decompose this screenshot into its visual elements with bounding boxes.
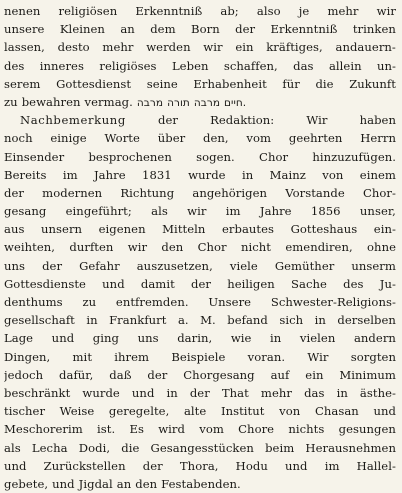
word: eigenen bbox=[98, 222, 146, 237]
word: und bbox=[52, 476, 75, 491]
word: beschränkt bbox=[4, 385, 71, 400]
word: a. bbox=[177, 313, 189, 328]
text-line bbox=[4, 420, 396, 438]
word: für bbox=[282, 76, 300, 91]
word: damit bbox=[140, 276, 175, 291]
word: und bbox=[373, 404, 396, 419]
word: zu bbox=[82, 295, 97, 309]
word: hinzuzufügen. bbox=[312, 149, 396, 164]
word: trinken bbox=[352, 22, 396, 37]
word: unsere bbox=[4, 22, 45, 37]
text-line bbox=[4, 75, 396, 93]
word: M. bbox=[200, 313, 216, 328]
word: Weise bbox=[59, 404, 95, 419]
word: dem bbox=[150, 22, 176, 37]
word: Dodi, bbox=[78, 440, 111, 455]
word: ohne bbox=[367, 240, 396, 255]
word: der bbox=[191, 276, 212, 291]
word: der bbox=[189, 385, 210, 400]
word: wir bbox=[187, 204, 207, 219]
word: im bbox=[324, 458, 340, 473]
word: noch bbox=[4, 131, 33, 146]
word: 1856 bbox=[310, 204, 341, 219]
word: an bbox=[120, 22, 135, 37]
word: unserm bbox=[351, 258, 396, 273]
text-line bbox=[4, 20, 396, 38]
word: eingeführt; bbox=[65, 204, 132, 219]
word: als bbox=[4, 440, 21, 455]
word: mit bbox=[72, 349, 93, 364]
word: ein bbox=[305, 367, 324, 382]
word: מרבה bbox=[136, 96, 164, 109]
word: gesungen bbox=[338, 422, 396, 437]
word: der bbox=[42, 258, 63, 273]
word: des bbox=[4, 58, 25, 73]
word: der bbox=[142, 458, 163, 473]
word: bewahren bbox=[21, 94, 81, 109]
word: Meschorerim bbox=[4, 422, 83, 437]
word: Redaktion: bbox=[210, 113, 275, 128]
word: in bbox=[86, 313, 98, 328]
text-line bbox=[4, 2, 396, 20]
word: Jahre bbox=[259, 204, 292, 219]
word: inneres bbox=[39, 58, 84, 73]
word: Worte bbox=[104, 131, 140, 146]
word: Leben bbox=[171, 58, 209, 73]
word: das bbox=[304, 385, 325, 400]
word: חיים. bbox=[224, 96, 247, 109]
text-line-hebrew-quote bbox=[4, 93, 396, 111]
word: Wir bbox=[307, 349, 329, 364]
word: vielen bbox=[299, 331, 336, 346]
word: Bereits bbox=[4, 167, 47, 182]
word: der bbox=[4, 185, 24, 200]
word: Mitteln bbox=[162, 222, 206, 237]
word: Chorgesang bbox=[183, 367, 255, 382]
word: Erhabenheit bbox=[193, 76, 267, 91]
word: Einsender bbox=[4, 149, 65, 164]
word: Thora, bbox=[179, 458, 219, 473]
editorial-note-heading-line bbox=[4, 111, 396, 129]
word: nichts bbox=[288, 422, 325, 437]
word: einige bbox=[50, 131, 87, 146]
text-line bbox=[4, 293, 396, 311]
text-line bbox=[4, 166, 396, 184]
word: Hodu bbox=[235, 458, 268, 473]
word: Festabenden. bbox=[161, 476, 241, 491]
word: den bbox=[135, 476, 158, 491]
text-line bbox=[4, 384, 396, 402]
word: lassen, bbox=[4, 40, 45, 55]
word: Sache bbox=[291, 276, 327, 291]
text-line bbox=[4, 57, 396, 75]
word: uns bbox=[137, 331, 159, 346]
word: Ju- bbox=[379, 276, 396, 291]
word: allein bbox=[328, 58, 362, 73]
word: den, bbox=[202, 131, 229, 146]
word: unsern bbox=[41, 222, 83, 237]
word: Erkenntniß bbox=[135, 4, 203, 18]
word: vermag. bbox=[84, 94, 133, 109]
word: Vorstande bbox=[285, 185, 345, 200]
word: werden bbox=[146, 40, 191, 55]
word: den bbox=[161, 240, 184, 255]
word: und bbox=[51, 331, 75, 346]
word: 1831 bbox=[142, 167, 172, 182]
word: ging bbox=[92, 331, 119, 346]
word: vom bbox=[199, 422, 224, 437]
word: Dingen, bbox=[4, 349, 51, 364]
word: Lage bbox=[4, 331, 34, 346]
word: kräftiges, bbox=[266, 40, 323, 55]
word: denthums bbox=[4, 295, 63, 309]
word: je bbox=[298, 4, 310, 18]
text-line bbox=[4, 129, 396, 147]
word: derselben bbox=[337, 313, 396, 328]
word: Gottesdienst bbox=[56, 76, 132, 91]
word: wurde bbox=[82, 385, 120, 400]
word: geehrten bbox=[288, 131, 343, 146]
word: von bbox=[279, 404, 301, 419]
word: unser, bbox=[359, 204, 396, 219]
word: wir bbox=[127, 240, 148, 255]
word: mehr bbox=[327, 4, 359, 18]
text-line bbox=[4, 238, 396, 256]
word: daß bbox=[109, 367, 132, 382]
word: Chor- bbox=[362, 185, 396, 200]
word: Zurückstellen bbox=[43, 458, 126, 473]
word: angehörigen bbox=[192, 185, 268, 200]
text-line bbox=[4, 148, 396, 166]
word: Richtung bbox=[120, 185, 175, 200]
text-line bbox=[4, 348, 396, 366]
word: Gotteshaus bbox=[290, 222, 358, 237]
word: ein- bbox=[373, 222, 396, 237]
word: Schwester-Religions- bbox=[270, 295, 396, 309]
word: der bbox=[235, 22, 256, 37]
word: von bbox=[322, 167, 344, 182]
word: durften bbox=[69, 240, 114, 255]
word: alte bbox=[183, 404, 207, 419]
word: Chore bbox=[238, 422, 275, 437]
word: dafür, bbox=[59, 367, 94, 382]
word: wir bbox=[376, 4, 396, 18]
word: Hallel- bbox=[356, 458, 396, 473]
word: die bbox=[315, 76, 334, 91]
text-line bbox=[4, 275, 396, 293]
word: aus bbox=[4, 222, 25, 237]
word: in bbox=[166, 385, 178, 400]
word: Minimum bbox=[339, 367, 396, 382]
word: nicht bbox=[240, 240, 272, 255]
word: ist. bbox=[97, 422, 116, 437]
word: Nachbemerkung bbox=[20, 113, 126, 128]
word: an bbox=[116, 476, 132, 491]
word: Jigdal bbox=[78, 476, 113, 491]
word: ab; bbox=[220, 4, 239, 18]
text-line bbox=[4, 366, 396, 384]
word: religiösen bbox=[58, 4, 118, 18]
word: emendiren, bbox=[285, 240, 353, 255]
word: Jahre bbox=[93, 167, 126, 182]
word: ihrem bbox=[114, 349, 150, 364]
word: nenen bbox=[4, 4, 41, 18]
word: Es bbox=[129, 422, 144, 437]
word: mehr bbox=[260, 385, 292, 400]
word: heiligen bbox=[227, 276, 275, 291]
word: als bbox=[151, 204, 168, 219]
word: auszusetzen, bbox=[136, 258, 213, 273]
text-line bbox=[4, 439, 396, 457]
word: und bbox=[285, 458, 308, 473]
word: Unsere bbox=[208, 295, 252, 309]
word: תורה bbox=[167, 96, 190, 109]
word: Gesangesstücken bbox=[150, 440, 254, 455]
word: das bbox=[293, 58, 314, 73]
word: vom bbox=[246, 131, 272, 146]
word: ein bbox=[235, 40, 254, 55]
word: im bbox=[225, 204, 241, 219]
word: Frankfurt bbox=[109, 313, 167, 328]
word: gebete, bbox=[4, 476, 49, 491]
word: besprochenen bbox=[88, 149, 172, 164]
word: wir bbox=[203, 40, 223, 55]
word: Mainz bbox=[269, 167, 306, 182]
word: andern bbox=[353, 331, 396, 346]
word: Erkenntniß bbox=[270, 22, 338, 37]
word: sorgten bbox=[350, 349, 396, 364]
word: befand bbox=[227, 313, 268, 328]
word: weihten, bbox=[4, 240, 56, 255]
word: Beispiele bbox=[171, 349, 226, 364]
word: und bbox=[4, 458, 27, 473]
word: מרבה bbox=[193, 96, 221, 109]
word: andauern- bbox=[335, 40, 396, 55]
word: Herrn bbox=[360, 131, 396, 146]
word: des bbox=[343, 276, 364, 291]
text-line bbox=[4, 202, 396, 220]
word: einem bbox=[359, 167, 396, 182]
word: Chasan bbox=[314, 404, 359, 419]
word: ästhe- bbox=[359, 385, 396, 400]
word: sich bbox=[279, 313, 304, 328]
word: Zukunft bbox=[349, 76, 396, 91]
word: Gemüther bbox=[274, 258, 335, 273]
word: Chor bbox=[197, 240, 227, 255]
word: wurde bbox=[188, 167, 226, 182]
text-line bbox=[4, 38, 396, 56]
word: gesellschaft bbox=[4, 313, 75, 328]
word: Gottesdienste bbox=[4, 276, 86, 291]
word: in bbox=[314, 313, 326, 328]
word: uns bbox=[4, 258, 26, 273]
word: und bbox=[102, 276, 125, 291]
word: auf bbox=[270, 367, 290, 382]
word: Lecha bbox=[31, 440, 68, 455]
word: zu bbox=[4, 94, 18, 109]
text-line bbox=[4, 329, 396, 347]
word: die bbox=[121, 440, 140, 455]
word: That bbox=[221, 385, 249, 400]
word: seine bbox=[146, 76, 178, 91]
text-line bbox=[4, 184, 396, 202]
word: geregelte, bbox=[108, 404, 170, 419]
word: in bbox=[241, 167, 254, 182]
word: in bbox=[336, 385, 348, 400]
word: über bbox=[157, 131, 186, 146]
word: serem bbox=[4, 76, 41, 91]
word: entfremden. bbox=[115, 295, 189, 309]
text-line bbox=[4, 311, 396, 329]
text-line bbox=[4, 220, 396, 238]
word: jedoch bbox=[4, 367, 44, 382]
word: religiöses bbox=[99, 58, 157, 73]
word: und bbox=[131, 385, 155, 400]
word: beim bbox=[265, 440, 295, 455]
word: desto bbox=[57, 40, 90, 55]
word: der bbox=[158, 113, 178, 128]
word: Herausnehmen bbox=[305, 440, 396, 455]
word: der bbox=[147, 367, 168, 382]
word: gesang bbox=[4, 204, 47, 219]
word: wie bbox=[230, 331, 252, 346]
word: tischer bbox=[4, 404, 46, 419]
word: in bbox=[270, 331, 282, 346]
word: mehr bbox=[102, 40, 134, 55]
word: Gefahr bbox=[79, 258, 120, 273]
word: erbautes bbox=[221, 222, 275, 237]
word: wird bbox=[158, 422, 185, 437]
word: Kleinen bbox=[59, 22, 105, 37]
word: un- bbox=[376, 58, 396, 73]
word: schaffen, bbox=[223, 58, 278, 73]
text-line bbox=[4, 257, 396, 275]
word: Born bbox=[191, 22, 220, 37]
word: darin, bbox=[177, 331, 213, 346]
word: Chor bbox=[259, 149, 289, 164]
word: sogen. bbox=[196, 149, 235, 164]
text-line-final bbox=[4, 475, 396, 493]
word: im bbox=[62, 167, 78, 182]
text-line bbox=[4, 402, 396, 420]
word: modernen bbox=[42, 185, 103, 200]
word: also bbox=[256, 4, 281, 18]
word: haben bbox=[359, 113, 396, 128]
text-line bbox=[4, 457, 396, 475]
word: viele bbox=[229, 258, 258, 273]
word: voran. bbox=[247, 349, 286, 364]
word: Institut bbox=[220, 404, 265, 419]
word: Wir bbox=[306, 113, 328, 128]
